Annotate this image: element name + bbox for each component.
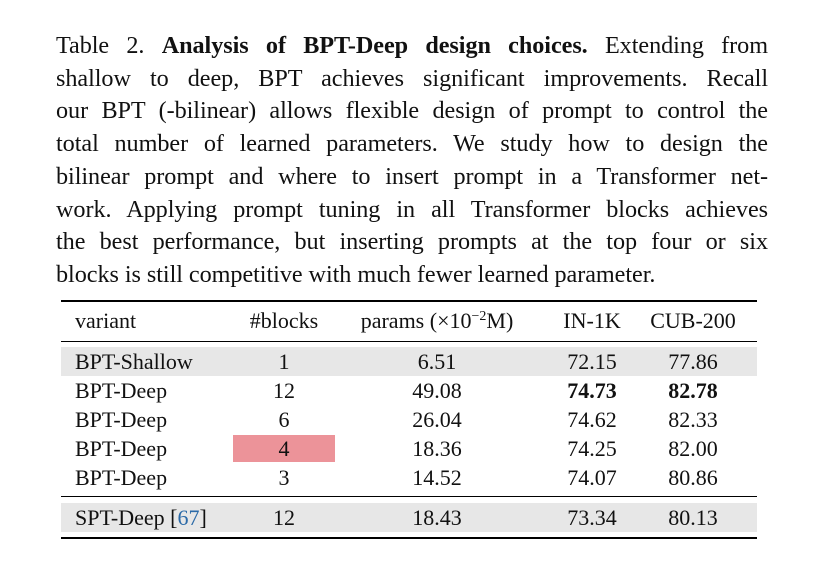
row-in1k: 73.34 — [567, 505, 617, 530]
row-variant: SPT-Deep [67] — [75, 505, 207, 530]
citation-link[interactable]: 67 — [177, 505, 200, 530]
table-caption — [56, 30, 768, 292]
caption-line-4: total number of learned parameters. We study how to design the — [56, 130, 768, 158]
row-in1k-best: 74.73 — [567, 378, 617, 403]
caption-line-1 — [56, 30, 768, 63]
row-blocks: 12 — [273, 378, 295, 403]
row-blocks: 6 — [278, 407, 290, 432]
caption-line-3: our BPT (-bilinear) allows flexible design of prompt to control the — [56, 97, 768, 125]
row-cub200-best: 82.78 — [668, 378, 718, 403]
row-variant: BPT-Deep — [75, 407, 168, 432]
header-params: params $(\times 10^{-2}M)$ — [360, 308, 514, 333]
table-bottom-rule — [61, 537, 757, 539]
row-in1k: 74.25 — [567, 436, 617, 461]
row-cub200: 80.13 — [668, 505, 718, 530]
row-cub200: 82.33 — [668, 407, 718, 432]
table-row — [61, 405, 757, 434]
table-row — [61, 347, 757, 376]
row-blocks: 12 — [273, 505, 295, 530]
row-variant: BPT-Shallow — [75, 349, 193, 374]
row-cub200: 82.00 — [668, 436, 718, 461]
row-params: 49.08 — [412, 378, 462, 403]
table-row — [61, 463, 757, 492]
caption-line-2: shallow to deep, BPT achieves significant improvements. Recall — [56, 64, 768, 92]
row-variant: BPT-Deep — [75, 378, 168, 403]
caption-text-1: Extending from — [604, 32, 768, 59]
row-blocks: 1 — [278, 349, 290, 374]
caption-line-6: work. Applying prompt tuning in all Transformer blocks achieves — [56, 195, 768, 223]
row-blocks: 3 — [278, 465, 290, 490]
caption-label: Table 2. — [56, 32, 145, 59]
row-variant: BPT-Deep — [75, 436, 168, 461]
header-cub200: CUB-200 — [650, 308, 736, 333]
row-in1k: 74.62 — [567, 407, 617, 432]
caption-line-8: blocks is still competitive with much fewer learned parameter. — [56, 260, 656, 288]
row-cub200: 80.86 — [668, 465, 718, 490]
table-header-rule — [61, 341, 757, 342]
row-params: 14.52 — [412, 465, 462, 490]
caption-title: Analysis of BPT-Deep design choices. — [161, 32, 588, 59]
table-row-baseline — [61, 503, 757, 532]
row-in1k: 74.07 — [567, 465, 617, 490]
header-blocks: #blocks — [249, 308, 319, 333]
row-blocks-highlighted: 4 — [278, 436, 290, 461]
row-params: 6.51 — [417, 349, 457, 374]
row-params: 18.36 — [412, 436, 462, 461]
results-table — [61, 300, 757, 540]
header-in1k: IN-1K — [563, 308, 621, 333]
table-header-row — [61, 306, 757, 335]
caption-line-5: bilinear prompt and where to insert prompt in a Transformer net- — [56, 162, 768, 190]
table-row — [61, 434, 757, 463]
table-baseline-rule — [61, 496, 757, 497]
row-params: 18.43 — [412, 505, 462, 530]
header-variant: variant — [75, 308, 137, 333]
row-cub200: 77.86 — [668, 349, 718, 374]
caption-line-7: the best performance, but inserting prompts at the top four or six — [56, 228, 768, 256]
row-variant: BPT-Deep — [75, 465, 168, 490]
row-params: 26.04 — [412, 407, 462, 432]
table-row — [61, 376, 757, 405]
table-top-rule — [61, 300, 757, 302]
row-in1k: 72.15 — [567, 349, 617, 374]
